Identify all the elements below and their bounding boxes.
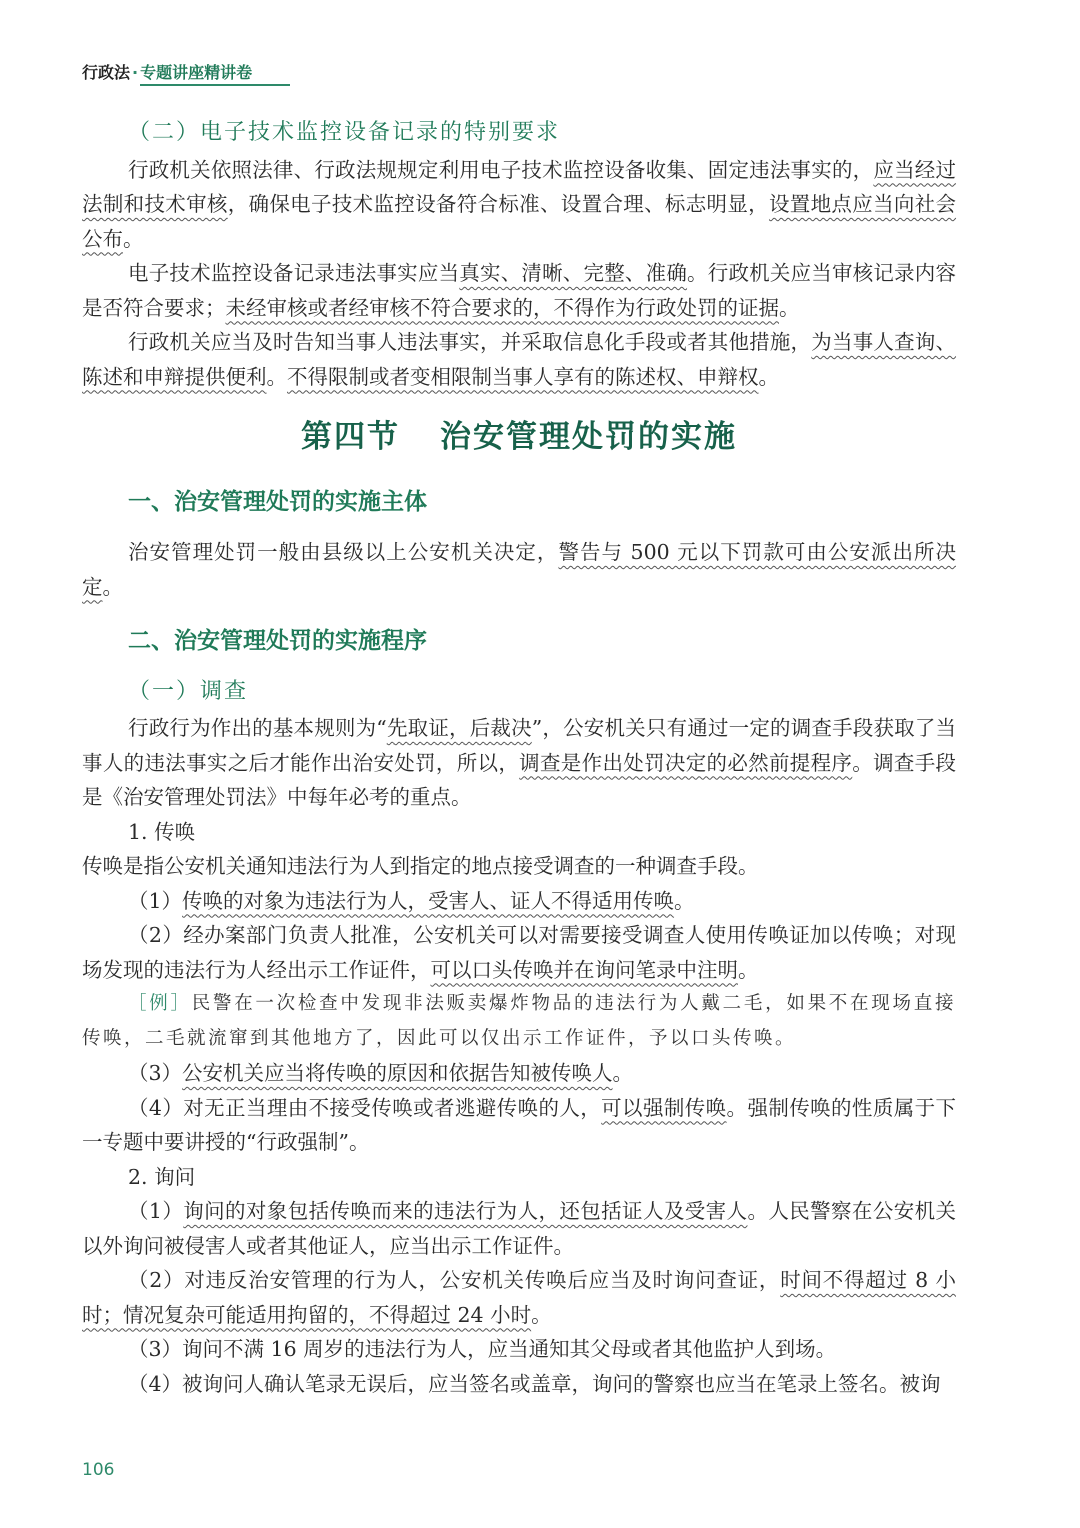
item-number: （1） bbox=[128, 1199, 184, 1223]
text-run: 。 bbox=[738, 957, 759, 982]
text-run: 。 bbox=[266, 364, 287, 389]
text-run: 行政机关依照法律、行政法规规定利用电子技术监控设备收集、固定违法事实的， bbox=[128, 157, 874, 182]
header-subtitle: 专题讲座精讲卷 bbox=[140, 63, 253, 82]
text-run: 治安管理处罚一般由县级以上公安机关决定， bbox=[128, 540, 559, 564]
page-number: 106 bbox=[82, 1460, 115, 1480]
text-run: 。人民警察在公安机关以外询问被侵害人或者其他证人，应当出示工作证件。 bbox=[82, 1199, 957, 1258]
item-title-summons: 1. 传唤 bbox=[128, 819, 196, 844]
underlined-text: 未经审核或者经审核不符合要求的，不得作为行政处罚的证据 bbox=[225, 295, 779, 320]
item-number: （1） bbox=[128, 888, 183, 913]
text-run: 。 bbox=[779, 295, 800, 320]
text-run: 行政行为作出的基本规则为“ bbox=[128, 716, 387, 740]
underlined-text: 为当事人查询、陈述和申辩提供便利 bbox=[82, 330, 957, 389]
underlined-text: 调查是作出处罚决定的必然前提程序 bbox=[519, 750, 853, 775]
section-title bbox=[82, 420, 956, 455]
paragraph bbox=[82, 256, 956, 325]
underlined-text: 时间不得超过 8 小时；情况复杂可能适用拘留的，不得超过 24 小时 bbox=[82, 1268, 956, 1327]
underlined-text: 传唤的对象为违法行为人，受害人、证人不得适用传唤 bbox=[182, 888, 675, 913]
underlined-text: 可以强制传唤 bbox=[601, 1095, 727, 1120]
list-item bbox=[82, 884, 956, 919]
text-run: 。 bbox=[123, 226, 144, 251]
text-run: ”，公安机关只有通过一定的调查手段获取了当事人的违法事实之后才能作出治安处罚，所以， bbox=[82, 716, 957, 775]
underlined-text: 应当经过法制和技术审核 bbox=[82, 157, 957, 216]
underlined-text: 先取证，后裁决 bbox=[386, 716, 532, 740]
list-item bbox=[82, 1194, 956, 1263]
section-name: 治安管理处罚的实施 bbox=[440, 419, 737, 455]
text-run: ，确保电子技术监控设备符合标准、设置合理、标志明显， bbox=[227, 192, 769, 216]
text-run: 。 bbox=[102, 574, 123, 599]
underlined-text: 设置地点应当向社会公布 bbox=[82, 192, 957, 251]
list-item bbox=[82, 1263, 956, 1332]
definition-summons: 传唤是指公安机关通知违法行为人到指定的地点接受调查的一种调查手段。 bbox=[82, 854, 759, 878]
example-text: 民警在一次检查中发现非法贩卖爆炸物品的违法行为人戴二毛，如果不在现场直接传唤，二毛就流窜到其他地方了，因此可以仅出示工作证件，予以口头传唤。 bbox=[82, 993, 956, 1049]
text-run: （2）对违反治安管理的行为人，公安机关传唤后应当及时询问查证， bbox=[128, 1268, 781, 1292]
underlined-text: 真实、清晰、完整、准确 bbox=[459, 261, 688, 285]
page-content bbox=[82, 112, 956, 1401]
list-item: （4）被询问人确认笔录无误后，应当签名或盖章，询问的警察也应当在笔录上签名。被询 bbox=[128, 1371, 941, 1396]
text-run: 。行政机关应当审核记录内容是否符合要求； bbox=[82, 261, 957, 320]
item-number: （3） bbox=[128, 1061, 183, 1085]
text-run: 。调查手段是《治安管理处罚法》中每年必考的重点。 bbox=[82, 750, 957, 809]
underlined-text: 警告与 500 元以下罚款可由公安派出所决定 bbox=[82, 540, 956, 599]
header-separator: · bbox=[132, 63, 139, 82]
text-run: 电子技术监控设备记录违法事实应当 bbox=[128, 261, 460, 285]
text-run: 。强制传唤的性质属于下一专题中要讲授的“行政强制”。 bbox=[82, 1095, 957, 1154]
text-run: （2）经办案部门负责人批准，公安机关可以对需要接受调查人使用传唤证加以传唤；对现场发现的违法行为人经出示工作证件， bbox=[82, 923, 956, 982]
text-run: 。 bbox=[612, 1061, 634, 1085]
list-item: （3）询问不满 16 周岁的违法行为人，应当通知其父母或者其他监护人到场。 bbox=[128, 1337, 837, 1361]
paragraph bbox=[82, 325, 956, 394]
underlined-text: 公安机关应当将传唤的原因和依据告知被传唤人 bbox=[182, 1061, 613, 1085]
list-item bbox=[82, 918, 956, 987]
underlined-text: 可以口头传唤并在询问笔录中注明 bbox=[430, 957, 738, 982]
text-run: 行政机关应当及时告知当事人违法事实，并采取信息化手段或者其他措施， bbox=[128, 330, 812, 354]
running-header bbox=[82, 60, 252, 83]
header-rule bbox=[140, 84, 290, 86]
header-book-title: 行政法 bbox=[82, 63, 131, 82]
subheading-electronic-monitoring: （二）电子技术监控设备记录的特别要求 bbox=[128, 120, 561, 145]
text-run: 。 bbox=[758, 364, 779, 389]
paragraph bbox=[82, 711, 956, 815]
item-title-inquiry: 2. 询问 bbox=[128, 1164, 196, 1189]
text-run: 。 bbox=[531, 1302, 552, 1327]
text-run: （4）对无正当理由不接受传唤或者逃避传唤的人， bbox=[128, 1095, 602, 1120]
heading-implementing-body: 一、治安管理处罚的实施主体 bbox=[128, 488, 427, 515]
list-item bbox=[82, 1056, 956, 1091]
subheading-investigation: （一）调查 bbox=[128, 678, 249, 704]
heading-implementing-procedure: 二、治安管理处罚的实施程序 bbox=[128, 628, 427, 654]
section-number: 第四节 bbox=[301, 419, 400, 455]
underlined-text: 不得限制或者变相限制当事人享有的陈述权、申辩权 bbox=[287, 364, 759, 389]
list-item bbox=[82, 1091, 956, 1160]
underlined-text: 询问的对象包括传唤而来的违法行为人，还包括证人及受害人 bbox=[183, 1199, 748, 1223]
text-run: 。 bbox=[674, 888, 695, 913]
paragraph bbox=[82, 535, 956, 604]
example-tag: ［例］ bbox=[128, 993, 192, 1014]
paragraph bbox=[82, 153, 956, 257]
example-paragraph bbox=[82, 987, 956, 1056]
